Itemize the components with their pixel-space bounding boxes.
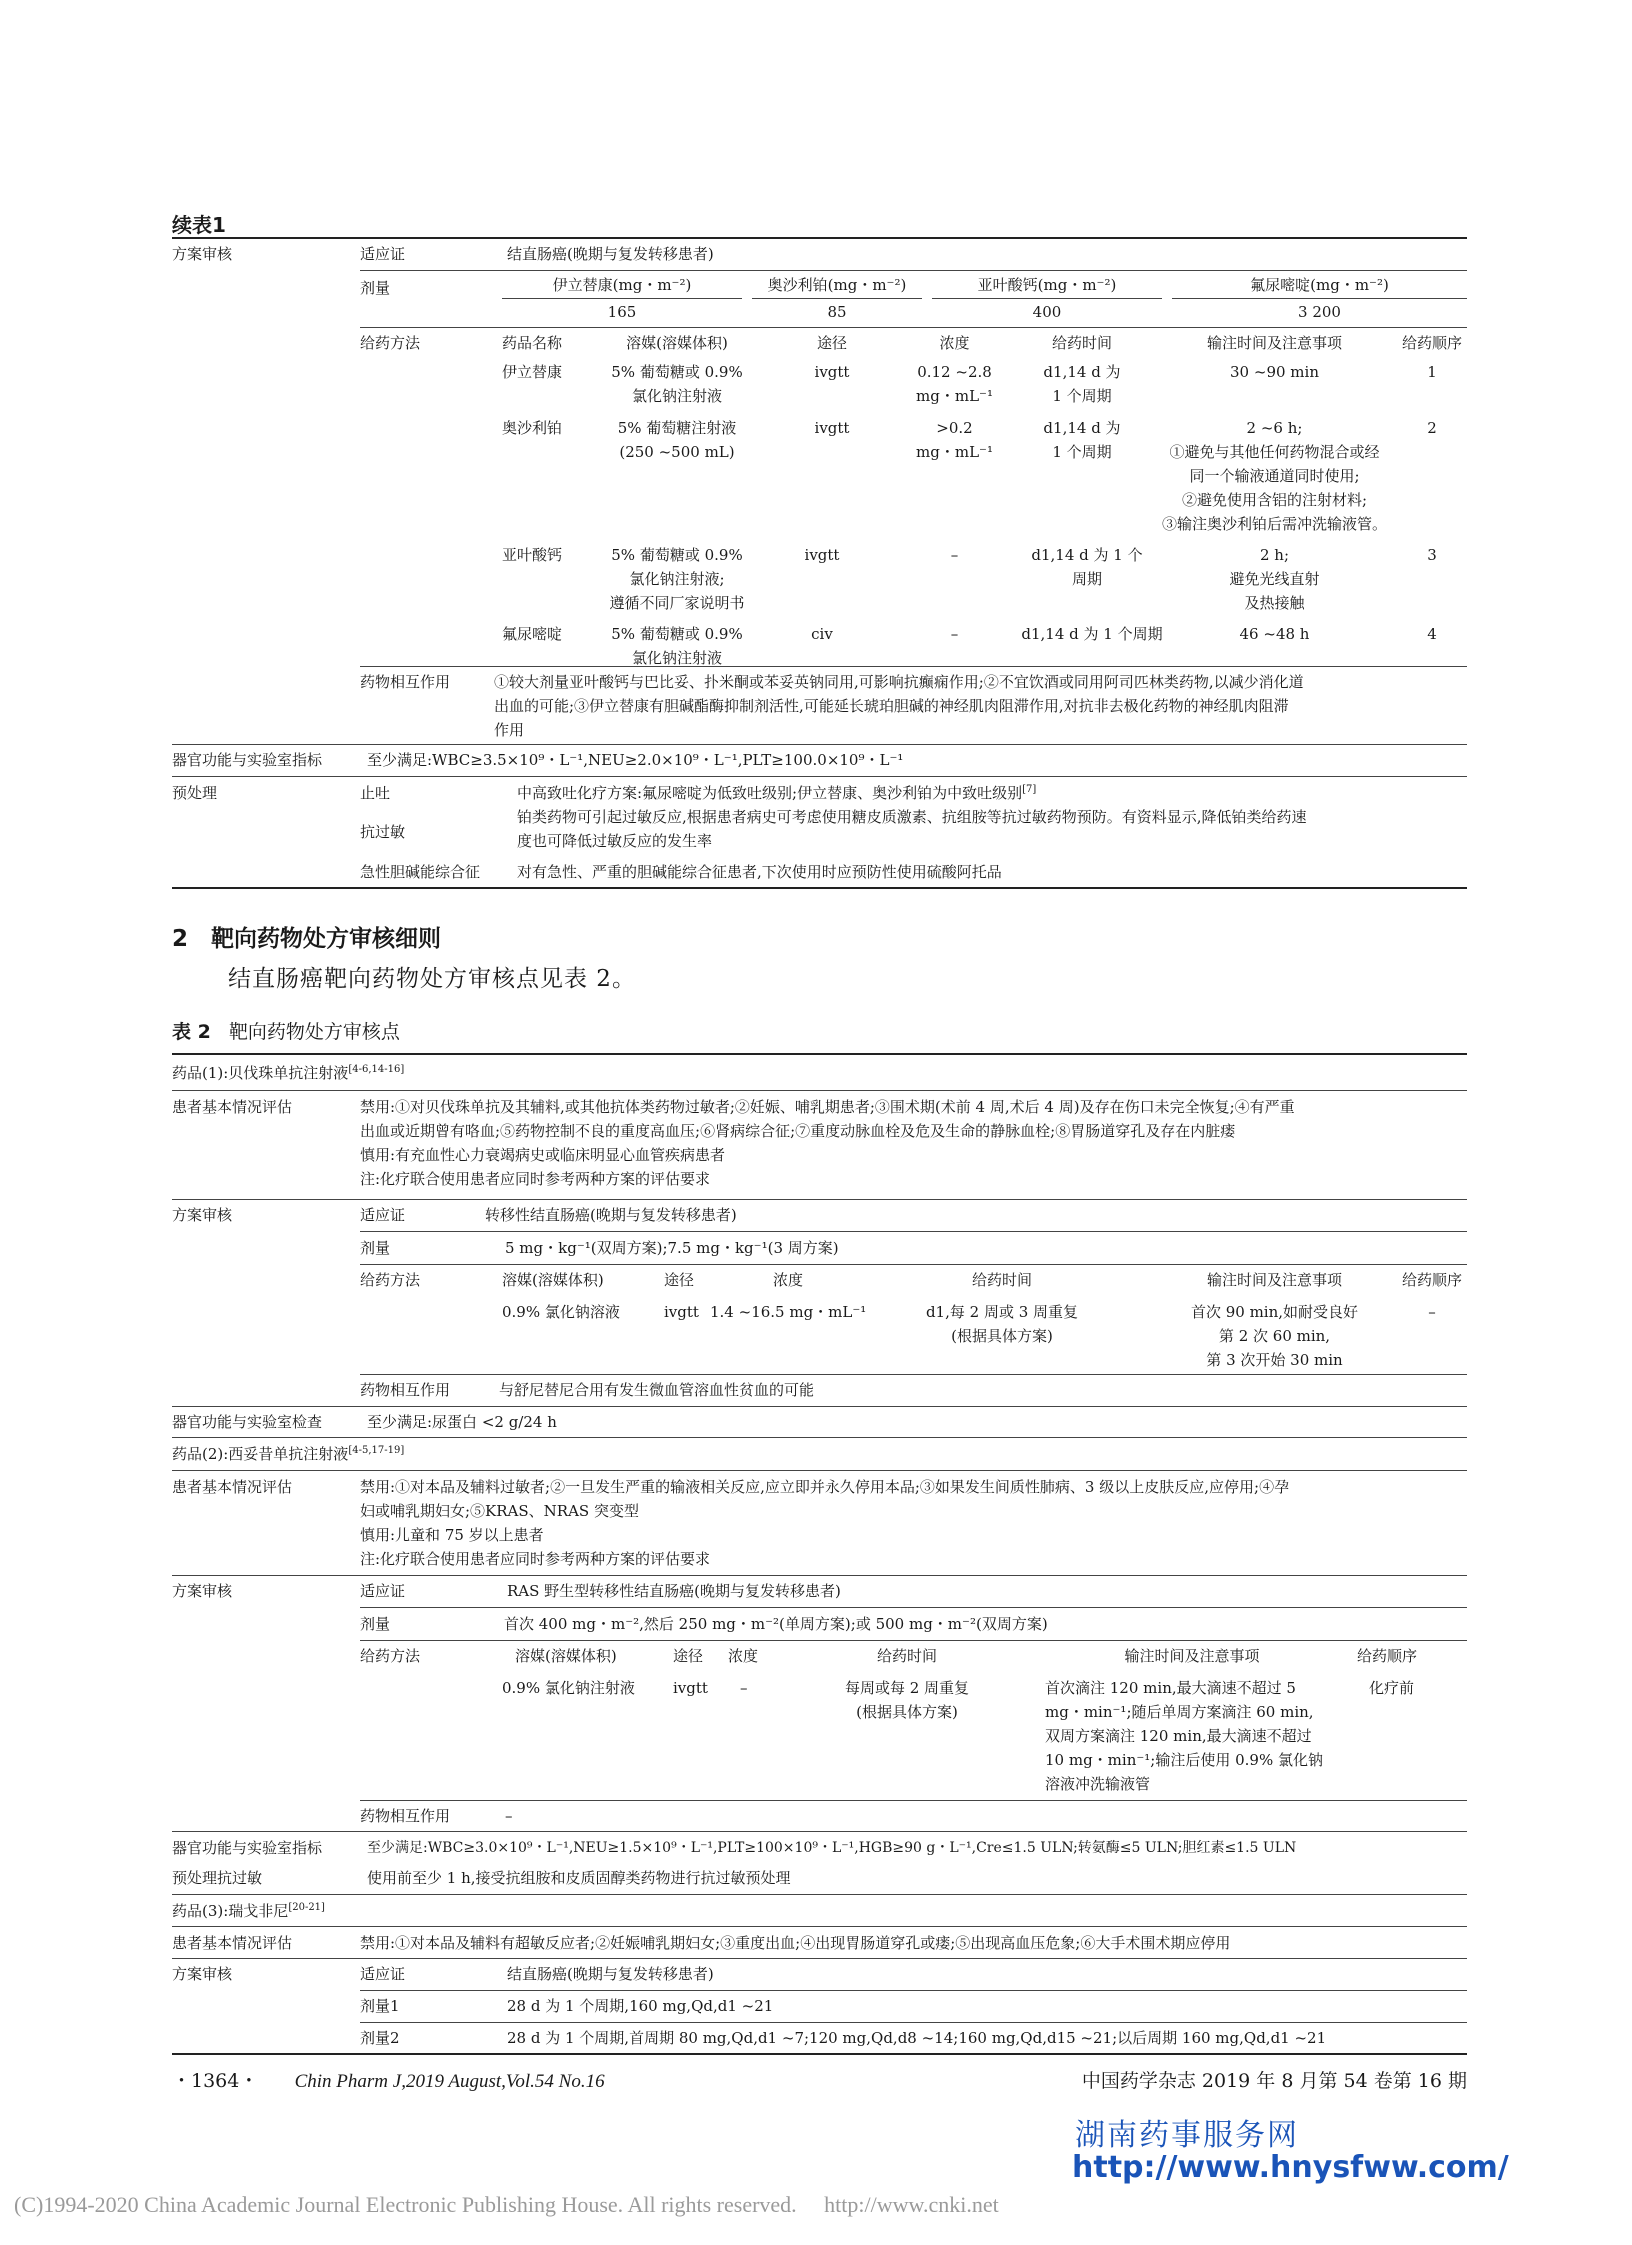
col-solvent: 溶媒(溶媒体积) [626, 334, 728, 352]
section-intro: 结直肠癌靶向药物处方审核点见表 2。 [228, 966, 636, 992]
indication-label: 适应证 [360, 1582, 406, 1600]
interaction-label: 药物相互作用 [360, 673, 451, 691]
admin-label: 给药方法 [360, 334, 421, 352]
row-concentration: 0.12 ~2.8 mg・mL⁻¹ [916, 363, 993, 405]
col-order: 给药顺序 [1401, 334, 1462, 352]
table2-caption: 表 2 靶向药物处方审核点 [172, 1021, 400, 1043]
row-infusion-notes: 2 ~6 h; ①避免与其他任何药物混合或经 同一个输液通道同时使用; ②避免使用含铝的注射材料; ③输注奥沙利铂后需冲洗输液管。 [1161, 419, 1387, 533]
footer-journal-en: ・1364・ Chin Pharm J,2019 August,Vol.54 No.16 [172, 2070, 605, 2092]
row-solvent: 0.9% 氯化钠溶液 [502, 1303, 620, 1321]
row-order: 化疗前 [1369, 1679, 1415, 1697]
row-order: 2 [1427, 419, 1437, 437]
drug-header-oxaliplatin: 奥沙利铂(mg・m⁻²) [767, 276, 907, 294]
col-concentration: 浓度 [728, 1647, 759, 1665]
row-route: ivgtt [673, 1679, 708, 1697]
row-infusion-notes: 首次滴注 120 min,最大滴速不超过 5 mg・min⁻¹;随后单周方案滴注 60 min, 双周方案滴注 120 min,最大滴速不超过 10 mg・min⁻¹;输注后使用 0.9% 氯化钠 溶液冲洗输液管 [1045, 1679, 1323, 1793]
row-route: ivgtt [814, 363, 850, 381]
row-route: ivgtt [804, 546, 840, 564]
row-route: ivgtt [664, 1303, 699, 1321]
patient-assessment-text: 禁用:①对本品及辅料有超敏反应者;②妊娠哺乳期妇女;③重度出血;④出现胃肠道穿孔或瘘;⑤出现高血压危象;⑥大手术围术期应停用 [360, 1934, 1231, 1952]
patient-assessment-text: 禁用:①对本品及辅料过敏者;②一旦发生严重的输液相关反应,应立即并永久停用本品;③如果发生间质性肺病、3 级以上皮肤反应,应停用;④孕 妇或哺乳期妇女;⑤KRAS、NRAS 突变型 慎用:儿童和 75 岁以上患者 注:化疗联合使用患者应同时参考两种方案的评估要求 [360, 1478, 1290, 1568]
row-drug-name: 奥沙利铂 [502, 419, 563, 437]
copyright-notice: (C)1994-2020 China Academic Journal Electronic Publishing House. All rights reserved. http://www.cnki.net [14, 2192, 999, 2217]
indication-label: 适应证 [360, 1206, 406, 1224]
row-admin-time: d1,每 2 周或 3 周重复 (根据具体方案) [925, 1303, 1079, 1345]
pretreatment-text: 使用前至少 1 h,接受抗组胺和皮质固醇类药物进行抗过敏预处理 [367, 1869, 791, 1887]
indication-value: 结直肠癌(晚期与复发转移患者) [507, 1965, 714, 1983]
row-drug-name: 伊立替康 [502, 363, 563, 381]
pretreatment-label: 预处理 [172, 784, 218, 802]
indication-label: 适应证 [360, 1965, 406, 1983]
journal-page [14, 0, 1509, 2245]
col-admin-time: 给药时间 [971, 1271, 1032, 1289]
section-title: 2 靶向药物处方审核细则 [172, 926, 442, 952]
dose-leucovorin: 400 [1032, 303, 1062, 321]
plan-review-label: 方案审核 [172, 1582, 233, 1600]
row-solvent: 5% 葡萄糖或 0.9% 氯化钠注射液 [611, 625, 743, 667]
patient-assessment-label: 患者基本情况评估 [172, 1478, 293, 1496]
admin-label: 给药方法 [360, 1271, 421, 1289]
table1-top-rule [172, 237, 1467, 239]
interaction-label: 药物相互作用 [360, 1807, 451, 1825]
row-drug-name: 亚叶酸钙 [502, 546, 563, 564]
row-order: 4 [1427, 625, 1437, 643]
organ-function-text: 至少满足:尿蛋白 <2 g/24 h [367, 1413, 557, 1431]
row-solvent: 5% 葡萄糖或 0.9% 氯化钠注射液; 遵循不同厂家说明书 [609, 546, 745, 612]
drug-header-irinotecan: 伊立替康(mg・m⁻²) [552, 276, 692, 294]
dose-oxaliplatin: 85 [827, 303, 847, 321]
col-route: 途径 [816, 334, 847, 352]
dose-irinotecan: 165 [607, 303, 637, 321]
cholinergic-text: 对有急性、严重的胆碱能综合征患者,下次使用时应预防性使用硫酸阿托品 [517, 863, 1002, 881]
row-admin-time: d1,14 d 为 1 个周期 [1043, 363, 1121, 405]
row-admin-time: d1,14 d 为 1 个周期 [1043, 419, 1121, 461]
indication-value: RAS 野生型转移性结直肠癌(晚期与复发转移患者) [507, 1582, 841, 1600]
row-solvent: 5% 葡萄糖或 0.9% 氯化钠注射液 [611, 363, 743, 405]
table1-caption: 续表1 [172, 213, 226, 237]
col-concentration: 浓度 [939, 334, 970, 352]
dose-value: 首次 400 mg・m⁻²,然后 250 mg・m⁻²(单周方案);或 500 mg・m⁻²(双周方案) [504, 1615, 1048, 1633]
col-solvent: 溶媒(溶媒体积) [502, 1271, 604, 1289]
table2-bottom-rule [172, 2053, 1467, 2055]
row-order: – [1428, 1303, 1436, 1321]
col-solvent: 溶媒(溶媒体积) [515, 1647, 617, 1665]
dose1-value: 28 d 为 1 个周期,160 mg,Qd,d1 ~21 [507, 1997, 774, 2015]
row-infusion-notes: 46 ~48 h [1239, 625, 1310, 643]
row-admin-time: d1,14 d 为 1 个 周期 [1031, 546, 1143, 588]
col-concentration: 浓度 [773, 1271, 804, 1289]
col-admin-time: 给药时间 [1051, 334, 1112, 352]
plan-review-label: 方案审核 [172, 1206, 233, 1224]
cholinergic-label: 急性胆碱能综合征 [360, 863, 481, 881]
organ-function-label: 器官功能与实验室指标 [172, 751, 323, 769]
patient-assessment-text: 禁用:①对贝伐珠单抗及其辅料,或其他抗体类药物过敏者;②妊娠、哺乳期患者;③围术期(术前 4 周,术后 4 周)及存在伤口未完全恢复;④有严重 出血或近期曾有咯血;⑤药物控制不良的重度高血压;⑥肾病综合征;⑦重度动脉血栓及危及生命的静脉血栓;⑧胃肠道穿孔及存在内脏瘘 慎用:有充血性心力衰竭病史或临床明显心血管疾病患者 注:化疗联合使用患者应同时参考两种方案的评估要求 [360, 1098, 1295, 1188]
row-solvent: 0.9% 氯化钠注射液 [502, 1679, 635, 1697]
interaction-text: 与舒尼替尼合用有发生微血管溶血性贫血的可能 [499, 1381, 815, 1399]
row-route: ivgtt [814, 419, 850, 437]
row-order: 3 [1427, 546, 1437, 564]
footer-journal-cn: 中国药学杂志 2019 年 8 月第 54 卷第 16 期 [1081, 2070, 1467, 2092]
table1-bottom-rule [172, 887, 1467, 889]
organ-function-label: 器官功能与实验室指标 [172, 1839, 323, 1857]
organ-function-text: 至少满足:WBC≥3.5×10⁹・L⁻¹,NEU≥2.0×10⁹・L⁻¹,PLT≥100.0×10⁹・L⁻¹ [367, 751, 904, 769]
drug-header-fluorouracil: 氟尿嘧啶(mg・m⁻²) [1250, 276, 1389, 294]
dose1-label: 剂量1 [360, 1997, 400, 2015]
patient-assessment-label: 患者基本情况评估 [172, 1098, 293, 1116]
organ-function-label: 器官功能与实验室检查 [172, 1413, 323, 1431]
pretreatment-label: 预处理抗过敏 [172, 1869, 263, 1887]
dose2-value: 28 d 为 1 个周期,首周期 80 mg,Qd,d1 ~7;120 mg,Qd,d8 ~14;160 mg,Qd,d15 ~21;以后周期 160 mg,Qd,d1 ~21 [507, 2029, 1327, 2047]
drug-header-leucovorin: 亚叶酸钙(mg・m⁻²) [977, 276, 1117, 294]
dose-value: 5 mg・kg⁻¹(双周方案);7.5 mg・kg⁻¹(3 周方案) [505, 1239, 839, 1257]
col-drug-name: 药品名称 [502, 334, 563, 352]
row-solvent: 5% 葡萄糖注射液 (250 ~500 mL) [617, 419, 737, 461]
row-concentration: 1.4 ~16.5 mg・mL⁻¹ [710, 1303, 867, 1321]
col-order: 给药顺序 [1357, 1647, 1418, 1665]
plan-review-label: 方案审核 [172, 1965, 233, 1983]
row-admin-time: 每周或每 2 周重复 (根据具体方案) [844, 1679, 970, 1721]
interaction-text: – [505, 1807, 513, 1825]
row-order: 1 [1427, 363, 1437, 381]
drug3-title: 药品(3):瑞戈非尼[20-21] [172, 1902, 325, 1920]
plan-review-label: 方案审核 [172, 245, 233, 263]
col-infusion-notes: 输注时间及注意事项 [1206, 334, 1342, 352]
antiemetic-text: 中高致吐化疗方案:氟尿嘧啶为低致吐级别;伊立替康、奥沙利铂为中致吐级别[7] [517, 784, 1037, 802]
row-route: civ [811, 625, 833, 643]
col-route: 途径 [673, 1647, 704, 1665]
col-infusion-notes: 输注时间及注意事项 [1206, 1271, 1342, 1289]
dose-label: 剂量 [360, 279, 391, 297]
indication-value: 结直肠癌(晚期与复发转移患者) [507, 245, 714, 263]
col-order: 给药顺序 [1401, 1271, 1462, 1289]
admin-label: 给药方法 [360, 1647, 421, 1665]
row-admin-time: d1,14 d 为 1 个周期 [1021, 625, 1163, 643]
indication-value: 转移性结直肠癌(晚期与复发转移患者) [485, 1206, 737, 1224]
brand-watermark-url[interactable]: http://www.hnysfww.com/ [1072, 2150, 1509, 2185]
brand-watermark-cn: 湖南药事服务网 [1075, 2118, 1299, 2153]
interaction-label: 药物相互作用 [360, 1381, 451, 1399]
row-drug-name: 氟尿嘧啶 [502, 625, 563, 643]
row-infusion-notes: 2 h; 避免光线直射 及热接触 [1229, 546, 1320, 612]
dose-label: 剂量 [360, 1239, 391, 1257]
dose-fluorouracil: 3 200 [1298, 303, 1341, 321]
antiallergy-label: 抗过敏 [360, 823, 406, 841]
row-concentration: – [740, 1679, 748, 1697]
drug1-title: 药品(1):贝伐珠单抗注射液[4-6,14-16] [172, 1064, 405, 1082]
row-concentration: >0.2 mg・mL⁻¹ [916, 419, 993, 461]
row-infusion-notes: 30 ~90 min [1230, 363, 1319, 381]
dose-label: 剂量 [360, 1615, 391, 1633]
row-concentration: – [950, 546, 959, 564]
col-infusion-notes: 输注时间及注意事项 [1124, 1647, 1260, 1665]
indication-label: 适应证 [360, 245, 406, 263]
interaction-text: ①较大剂量亚叶酸钙与巴比妥、扑米酮或苯妥英钠同用,可影响抗癫痫作用;②不宜饮酒或同用阿司匹林类药物,以减少消化道 出血的可能;③伊立替康有胆碱酯酶抑制剂活性,可能延长琥珀胆碱的神经肌肉阻滞作用,对抗非去极化药物的神经肌肉阻滞 作用 [494, 673, 1304, 739]
drug2-title: 药品(2):西妥昔单抗注射液[4-5,17-19] [172, 1445, 405, 1463]
organ-function-text: 至少满足:WBC≥3.0×10⁹・L⁻¹,NEU≥1.5×10⁹・L⁻¹,PLT≥100×10⁹・L⁻¹,HGB≥90 g・L⁻¹,Cre≤1.5 ULN;转氨酶≤5 ULN;胆红素≤1.5 ULN [367, 1840, 1297, 1856]
table2-top-rule [172, 1053, 1467, 1055]
patient-assessment-label: 患者基本情况评估 [172, 1934, 293, 1952]
row-concentration: – [950, 625, 959, 643]
col-admin-time: 给药时间 [876, 1647, 937, 1665]
row-infusion-notes: 首次 90 min,如耐受良好 第 2 次 60 min, 第 3 次开始 30 min [1190, 1303, 1359, 1369]
dose2-label: 剂量2 [360, 2029, 400, 2047]
antiallergy-text: 铂类药物可引起过敏反应,根据患者病史可考虑使用糖皮质激素、抗组胺等抗过敏药物预防。有资料显示,降低铂类给药速 度也可降低过敏反应的发生率 [517, 808, 1307, 850]
col-route: 途径 [664, 1271, 695, 1289]
antiemetic-label: 止吐 [360, 784, 391, 802]
